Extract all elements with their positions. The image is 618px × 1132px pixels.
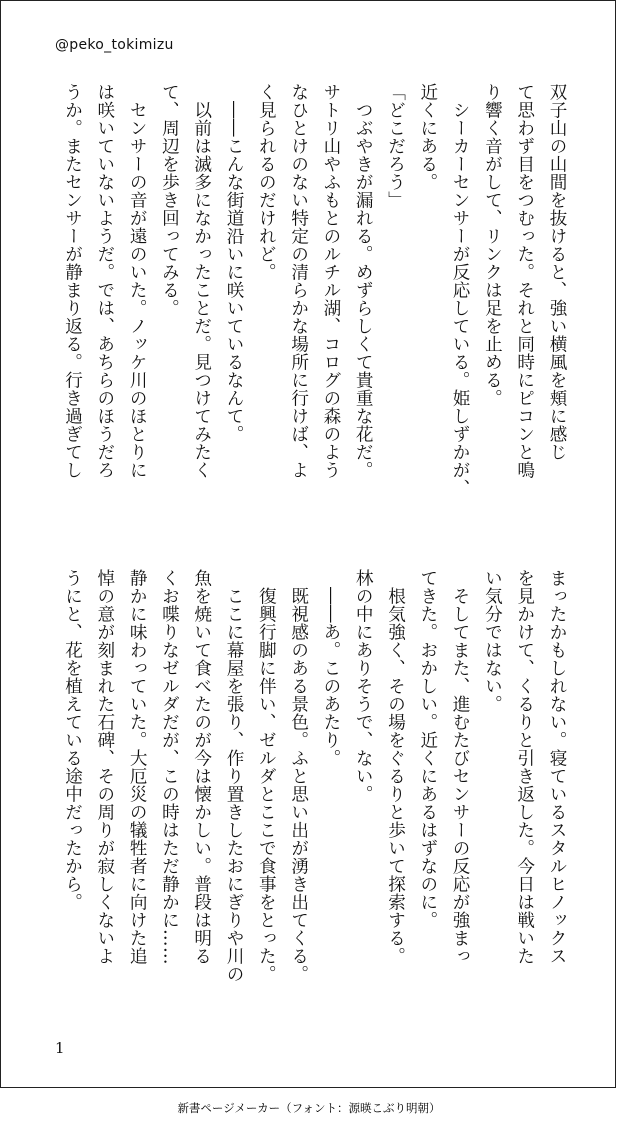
text-line: センサーの音が遠のいた。ノッケ川のほとりに [127, 83, 148, 479]
text-line: くお喋りなゼルダだが、この時はただ静かに…… [159, 569, 180, 965]
generator-credit: 新書ページメーカー（フォント：源暎こぶり明朝） [177, 1101, 441, 1115]
text-line: 魚を焼いて食べたのが今は懐かしい。普段は明る [191, 569, 212, 965]
text-line: 根気強く、その場をぐるりと歩いて探索する。 [385, 569, 406, 965]
page-number: 1 [55, 1039, 65, 1057]
text-block-top [49, 83, 573, 517]
text-line: を見かけて、くるりと引き返した。今日は戦いた [514, 569, 535, 965]
text-line: 悼の意が刻まれた石碑、その周りが寂しくないよ [94, 569, 115, 965]
text-line: ――こんな街道沿いに咲いているなんて。 [224, 83, 245, 443]
text-line: 双子山の山間を抜けると、強い横風を頬に感じ [547, 83, 567, 461]
text-line: 「どこだろう」 [385, 83, 406, 209]
text-line: つぶやきが漏れる。めずらしくて貴重な花だ。 [353, 83, 374, 479]
text-line: く見られるのだけれど。 [256, 83, 277, 281]
text-line: なひとけのない特定の清らかな場所に行けば、よ [288, 83, 309, 479]
text-line: ――あ。このあたり。 [320, 569, 341, 767]
text-line: ここに幕屋を張り、作り置きしたおにぎりや川の [224, 569, 245, 983]
text-line: 復興行脚に伴い、ゼルダとここで食事をとった。 [256, 569, 277, 983]
text-line: 既視感のある景色。ふと思い出が湧き出てくる。 [288, 569, 309, 983]
text-line: そしてまた、進むたびセンサーの反応が強まっ [450, 569, 471, 965]
author-handle: @peko_tokimizu [55, 37, 174, 53]
text-line: 近くにある。 [417, 83, 438, 191]
text-line: は咲いていないようだ。では、あちらのほうだろ [94, 83, 115, 479]
text-block-bottom [49, 569, 573, 1003]
text-line: てきた。おかしい。近くにあるはずなのに。 [417, 569, 438, 929]
text-line: シーカーセンサーが反応している。姫しずかが、 [450, 83, 471, 497]
text-line: まったかもしれない。寝ているスタルヒノックス [547, 569, 567, 965]
text-line: 林の中にありそうで、ない。 [353, 569, 374, 803]
text-line: 静かに味わっていた。大厄災の犠牲者に向けた追 [127, 569, 148, 965]
text-line: うにと、花を植えている途中だったから。 [62, 569, 83, 911]
text-line: サトリ山やふもとのルチル湖、コログの森のよう [320, 83, 341, 479]
text-line: い気分ではない。 [482, 569, 503, 713]
text-line: り響く音がして、リンクは足を止める。 [482, 83, 503, 407]
text-line: うか。またセンサーが静まり返る。行き過ぎてし [62, 83, 83, 479]
text-line: 以前は滅多になかったことだ。見つけてみたく [191, 83, 212, 479]
text-line: て、周辺を歩き回ってみる。 [159, 83, 180, 317]
text-line: て思わず目をつむった。それと同時にピコンと鳴 [514, 83, 535, 479]
